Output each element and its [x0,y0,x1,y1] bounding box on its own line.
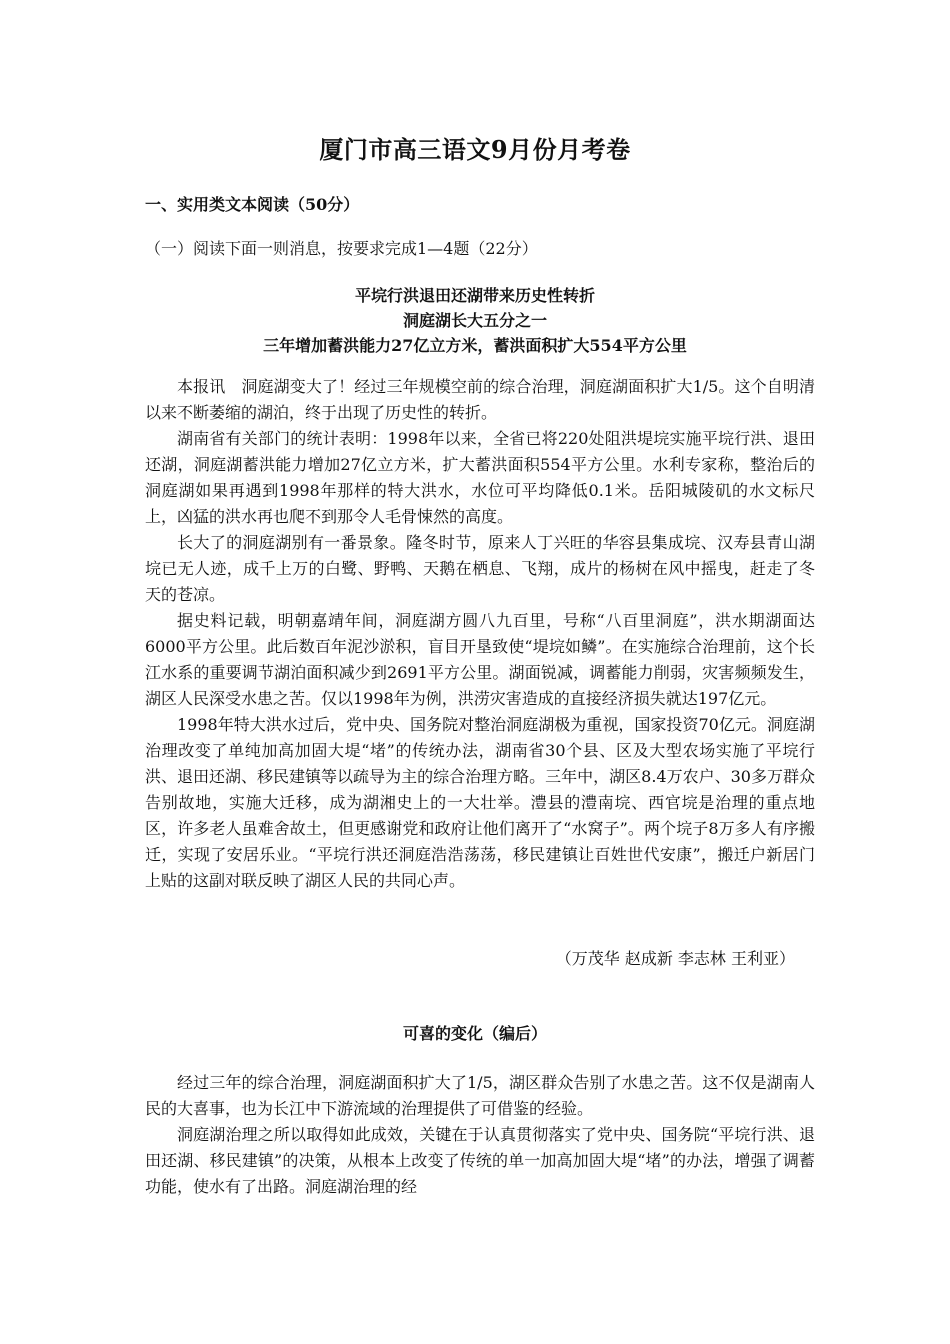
article-paragraph: 本报讯 洞庭湖变大了！经过三年规模空前的综合治理，洞庭湖面积扩大1/5。这个自明清以来不断萎缩的湖泊，终于出现了历史性的转折。 [145,377,815,422]
editorial-paragraph: 洞庭湖治理之所以取得如此成效，关键在于认真贯彻落实了党中央、国务院“平垸行洪、退田还湖、移民建镇”的决策，从根本上改变了传统的单一加高加固大堤“堵”的办法，增强了调蓄功能，使水有了出路。洞庭湖治理的经 [145,1125,815,1196]
article-byline: （万茂华 赵成新 李志林 王利亚） [555,949,795,968]
editorial-heading: 可喜的变化（编后） [402,1024,547,1043]
news-headline-main: 平垸行洪退田还湖带来历史性转折 [354,286,595,305]
news-headline-block [0,283,950,358]
article-paragraph: 据史料记载，明朝嘉靖年间，洞庭湖方圆八九百里，号称“八百里洞庭”，洪水期湖面达6000平方公里。此后数百年泥沙淤积，盲目开垦致使“堤垸如鳞”。在实施综合治理前，这个长江水系的重要调节湖泊面积减少到2691平方公里。湖面锐减，调蓄能力削弱，灾害频频发生，湖区人民深受水患之苦。仅以1998年为例，洪涝灾害造成的直接经济损失就达197亿元。 [145,611,815,708]
article-paragraph: 长大了的洞庭湖别有一番景象。隆冬时节，原来人丁兴旺的华容县集成垸、汉寿县青山湖垸已无人迹，成千上万的白鹭、野鸭、天鹅在栖息、飞翔，成片的杨树在风中摇曳，赶走了冬天的苍凉。 [145,533,815,604]
document-title: 厦门市高三语文9月份月考卷 [319,135,631,164]
article-paragraph: 1998年特大洪水过后，党中央、国务院对整治洞庭湖极为重视，国家投资70亿元。洞庭湖治理改变了单纯加高加固大堤“堵”的传统办法，湖南省30个县、区及大型农场实施了平垸行洪、退田还湖、移民建镇等以疏导为主的综合治理方略。三年中，湖区8.4万农户、30多万群众告别故地，实施大迁移，成为湖湘史上的一大壮举。澧县的澧南垸、西官垸是治理的重点地区，许多老人虽难舍故土，但更感谢党和政府让他们离开了“水窝子”。两个垸子8万多人有序搬迁，实现了安居乐业。“平垸行洪还洞庭浩浩荡荡，移民建镇让百姓世代安康”，搬迁户新居门上贴的这副对联反映了湖区人民的共同心声。 [145,715,815,890]
editorial-body [145,1070,815,1200]
news-headline-detail: 三年增加蓄洪能力27亿立方米，蓄洪面积扩大554平方公里 [263,336,687,355]
news-headline-sub: 洞庭湖长大五分之一 [402,311,547,330]
section-heading: 一、实用类文本阅读（50分） [145,195,360,214]
editorial-paragraph: 经过三年的综合治理，洞庭湖面积扩大了1/5，湖区群众告别了水患之苦。这不仅是湖南人民的大喜事，也为长江中下游流域的治理提供了可借鉴的经验。 [145,1073,815,1118]
question-instruction: （一）阅读下面一则消息，按要求完成1—4题（22分） [145,239,538,258]
news-article-body [145,374,815,894]
article-paragraph: 湖南省有关部门的统计表明：1998年以来，全省已将220处阻洪堤垸实施平垸行洪、退田还湖，洞庭湖蓄洪能力增加27亿立方米，扩大蓄洪面积554平方公里。水利专家称，整治后的洞庭湖如果再遇到1998年那样的特大洪水，水位可平均降低0.1米。岳阳城陵矶的水文标尺上，凶猛的洪水再也爬不到那令人毛骨悚然的高度。 [145,429,815,526]
